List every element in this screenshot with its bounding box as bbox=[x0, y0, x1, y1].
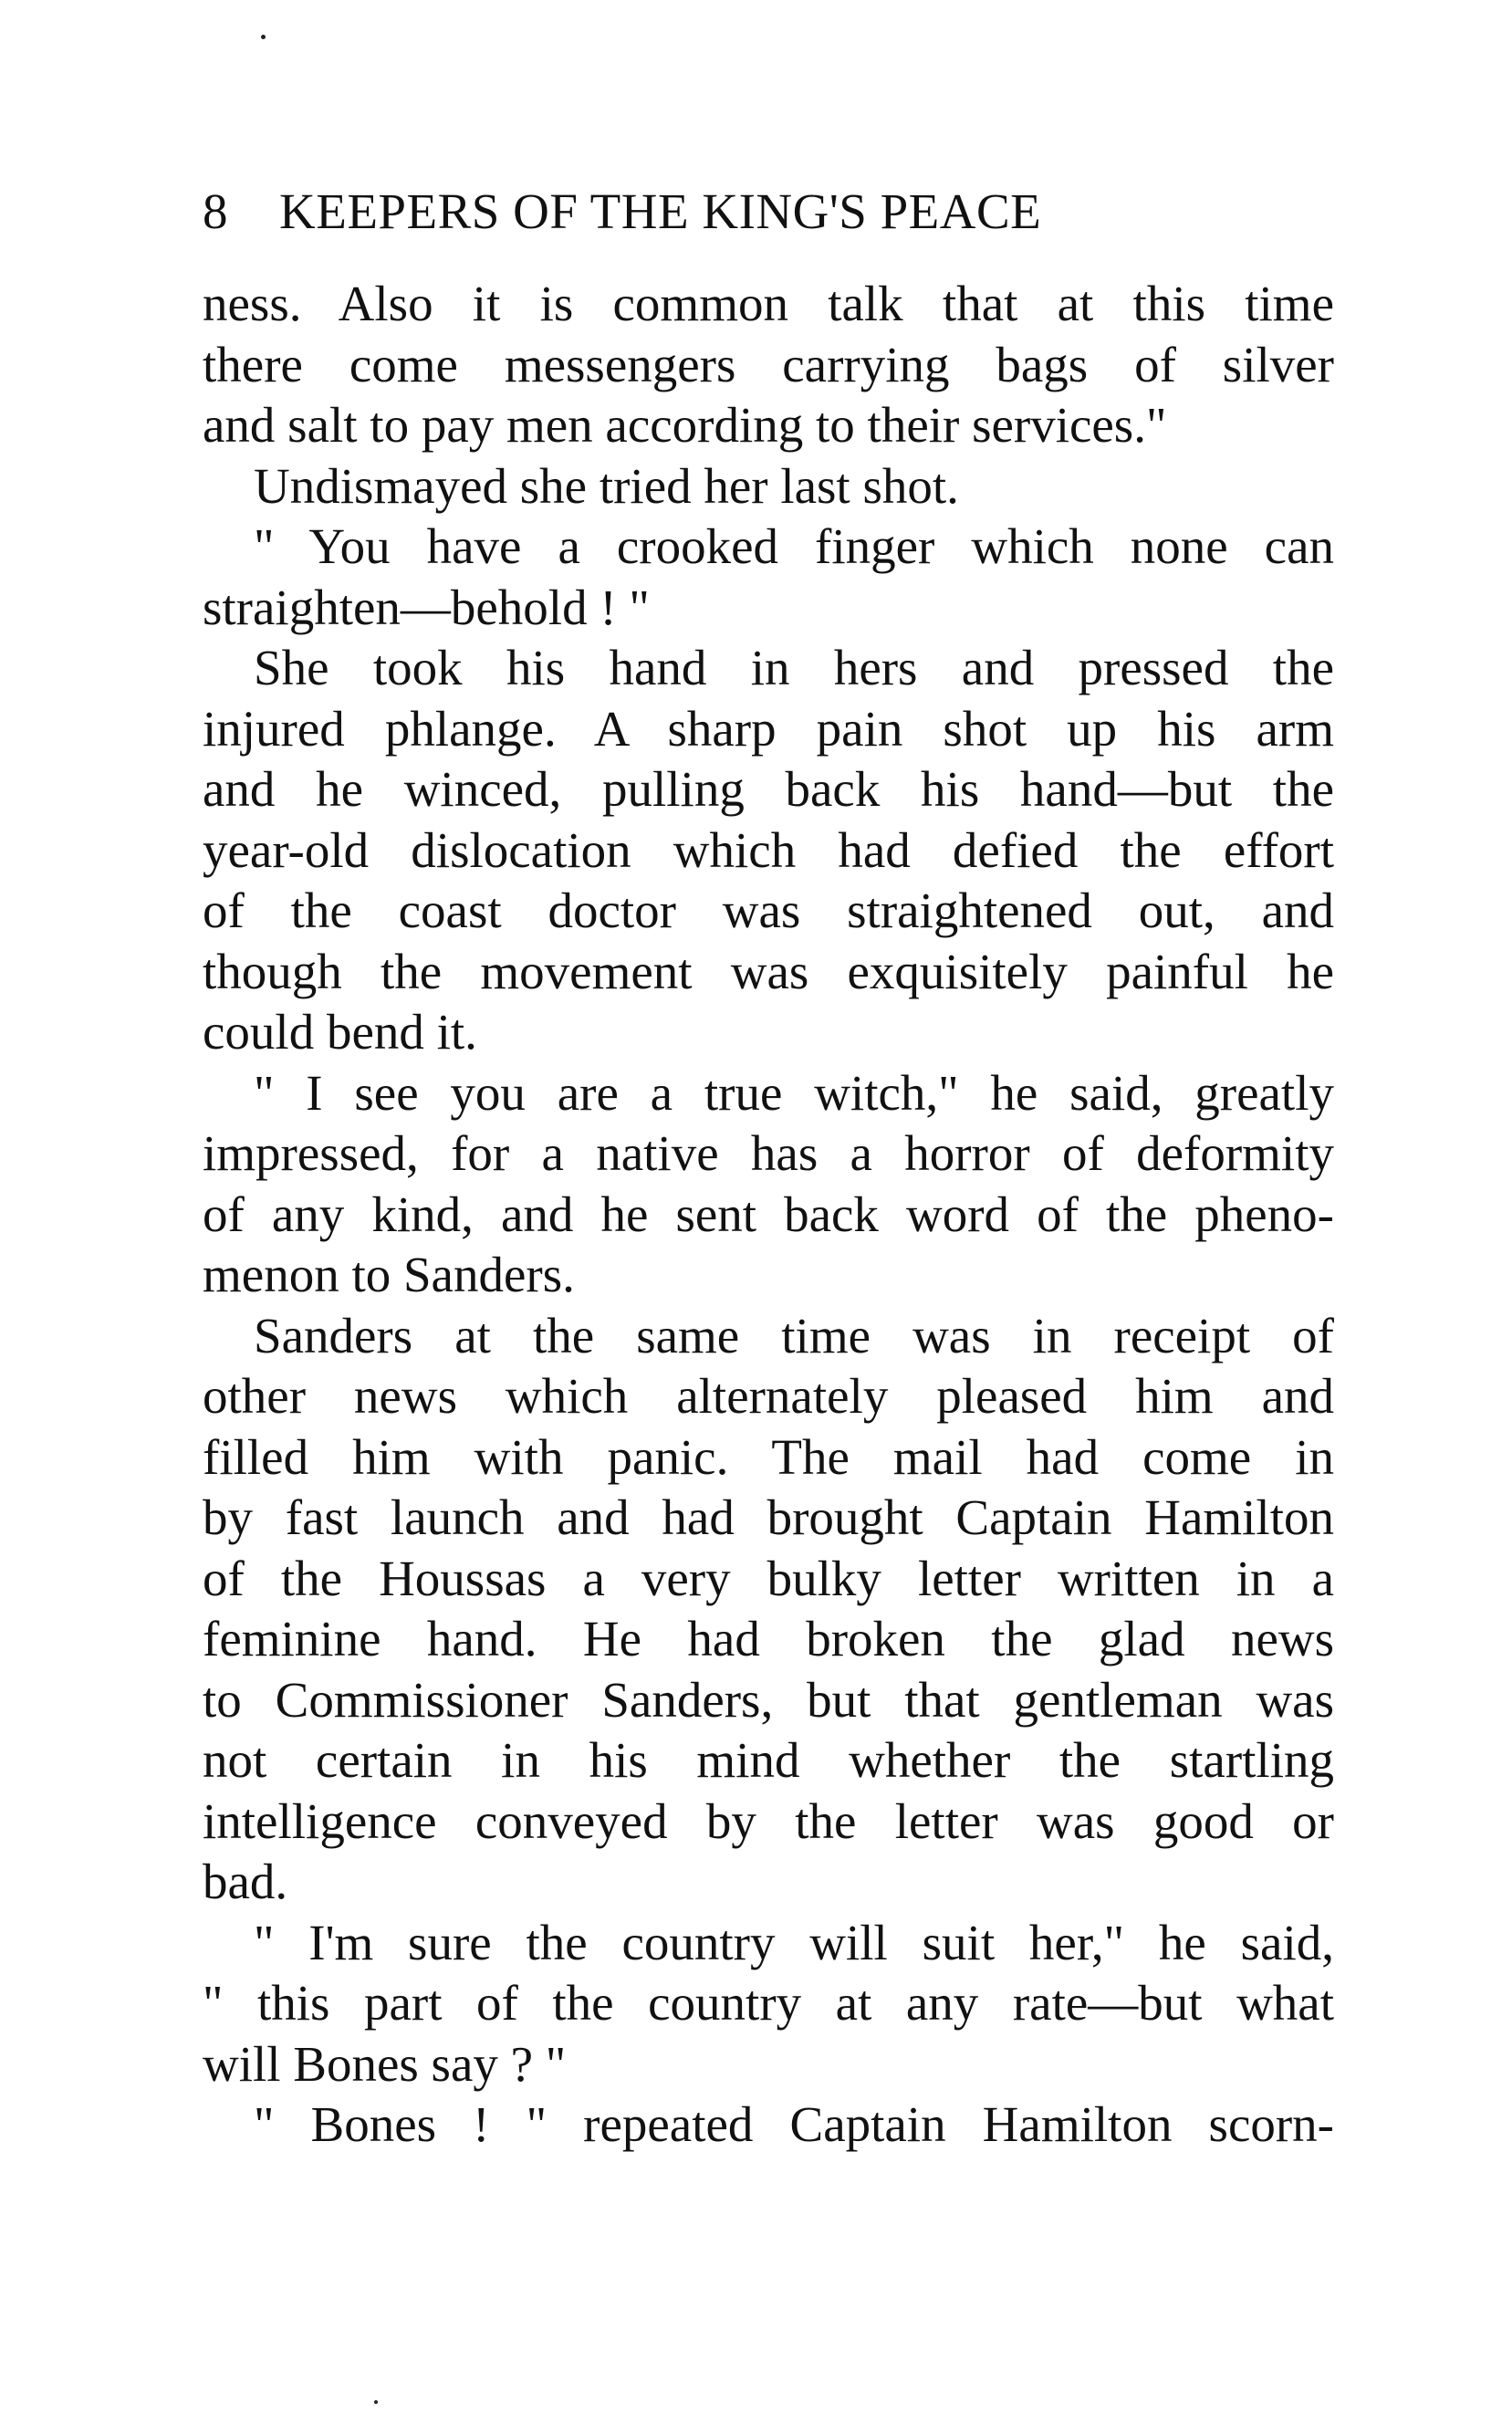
bottom-speck bbox=[374, 2400, 378, 2404]
text-line: intelligence conveyed by the letter was good or bbox=[203, 1792, 1334, 1849]
text-line: Undismayed she tried her last shot. bbox=[254, 457, 959, 514]
text-line: impressed, for a native has a horror of deformity bbox=[203, 1125, 1334, 1181]
page-number: 8 bbox=[203, 183, 228, 239]
text-line: there come messengers carrying bags of silver bbox=[203, 336, 1334, 392]
text-line: of the coast doctor was straightened out, and bbox=[203, 883, 1334, 938]
text-line: though the movement was exquisitely painful he bbox=[203, 943, 1334, 999]
body-text bbox=[203, 274, 1334, 2156]
text-line: of any kind, and he sent back word of the pheno- bbox=[203, 1186, 1334, 1242]
text-line: will Bones say ? " bbox=[203, 2035, 567, 2092]
running-title: KEEPERS OF THE KING'S PEACE bbox=[279, 183, 1042, 239]
text-line: menon to Sanders. bbox=[203, 1247, 575, 1302]
text-line: year-old dislocation which had defied the effort bbox=[203, 821, 1334, 878]
text-line: ness. Also it is common talk that at this time bbox=[203, 276, 1334, 331]
text-line: and salt to pay men according to their services." bbox=[203, 397, 1167, 453]
text-line: could bend it. bbox=[203, 1004, 477, 1060]
text-line: " You have a crooked finger which none can bbox=[254, 518, 1334, 574]
running-head bbox=[203, 175, 1334, 248]
text-line: " I see you are a true witch," he said, greatly bbox=[254, 1064, 1334, 1121]
text-line: filled him with panic. The mail had come in bbox=[203, 1428, 1334, 1485]
text-line: " Bones ! " repeated Captain Hamilton scorn- bbox=[254, 2096, 1334, 2152]
text-line: other news which alternately pleased him and bbox=[203, 1368, 1334, 1424]
text-line: feminine hand. He had broken the glad news bbox=[203, 1611, 1334, 1666]
text-line: Sanders at the same time was in receipt of bbox=[254, 1307, 1334, 1363]
text-line: by fast launch and had brought Captain Hamilton bbox=[203, 1489, 1334, 1545]
text-line: " this part of the country at any rate—but what bbox=[203, 1975, 1334, 2031]
text-line: straighten—behold ! " bbox=[203, 579, 650, 635]
text-line: She took his hand in hers and pressed the bbox=[254, 640, 1334, 695]
top-speck bbox=[261, 35, 266, 39]
text-line: of the Houssas a very bulky letter written in a bbox=[203, 1550, 1334, 1606]
text-line: injured phlange. A sharp pain shot up his arm bbox=[203, 700, 1334, 757]
text-line: bad. bbox=[203, 1854, 288, 1909]
text-line: not certain in his mind whether the startling bbox=[203, 1732, 1334, 1788]
text-line: " I'm sure the country will suit her," he said, bbox=[254, 1914, 1334, 1970]
text-line: and he winced, pulling back his hand—but the bbox=[203, 761, 1334, 817]
text-line: to Commissioner Sanders, but that gentleman was bbox=[203, 1671, 1334, 1728]
